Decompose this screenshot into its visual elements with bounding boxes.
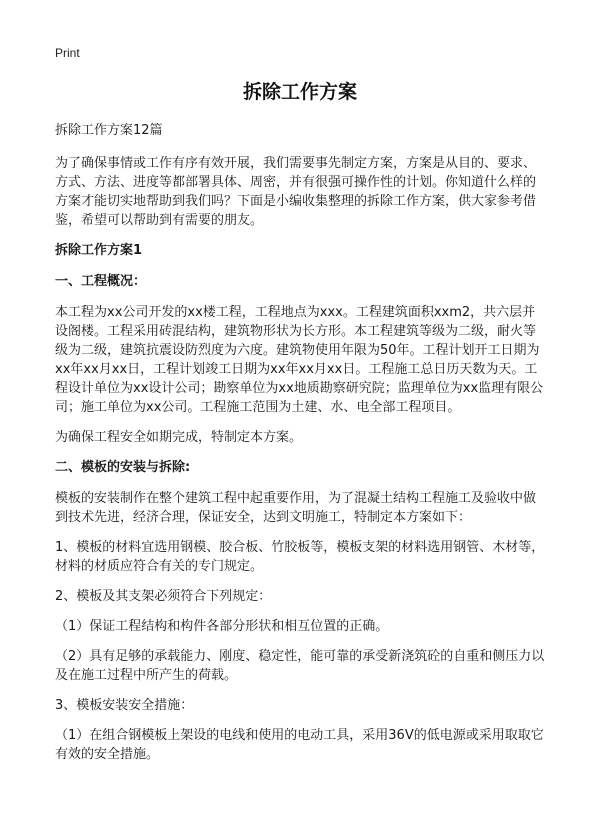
document-body (55, 121, 547, 775)
part2-paragraph: 模板的安装制作在整个建筑工程中起重要作用，为了混凝土结构工程施工及验收中做到技术先进，经济合理，保证安全，达到文明施工，特制定本方案如下： (55, 491, 537, 525)
list-item: （2）具有足够的承载能力、刚度、稳定性，能可靠的承受新浇筑砼的自重和侧压力以及在施工过程中所产生的荷载。 (55, 649, 545, 683)
print-label: Print (55, 46, 80, 60)
document-title: 拆除工作方案 (242, 81, 357, 103)
part2-heading: 二、模板的安装与拆除: (55, 460, 191, 475)
section-title: 拆除工作方案1 (55, 243, 143, 258)
list-item: 1、模板的材料宜选用钢模、胶合板、竹胶板等，模板支架的材料选用钢管、木材等，材料的材质应符合有关的专门规定。 (55, 540, 545, 574)
intro-paragraph: 为了确保事情或工作有序有效开展，我们需要事先制定方案，方案是从目的、要求、方式、方法、进度等都部署具体、周密，并有很强可操作性的计划。你知道什么样的方案才能切实地帮助到我们吗？下面是小编收集整理的拆除工作方案，供大家参考借鉴，希望可以帮助到有需要的朋友。 (55, 156, 537, 228)
list-item: 2、模板及其支架必须符合下列规定： (55, 589, 272, 604)
list-item: （1）保证工程结构和构件各部分形状和相互位置的正确。 (55, 619, 389, 634)
document-subtitle: 拆除工作方案12篇 (55, 123, 163, 138)
part1-paragraph: 本工程为xx公司开发的xx楼工程，工程地点为xxx。工程建筑面积xxm2，共六层并设阁楼。工程采用砖混结构，建筑物形状为长方形。本工程建筑等级为二级，耐火等级为二级，建筑抗震设防烈度为六度。建筑物使用年限为50年。工程计划开工日期为xx年xx月xx日，工程计划竣工日期为xx年xx月xx日。工程施工总日历天数为天。工程设计单位为xx设计公司；勘察单位为xx地质勘察研究院；监理单位为xx监理有限公司；施工单位为xx公司。工程施工范围为土建、水、电全部工程项目。 (55, 305, 544, 415)
part1-note: 为确保工程安全如期完成，特制定本方案。 (55, 430, 303, 445)
list-item: （1）在组合钢模板上架设的电线和使用的电动工具，采用36V的低电源或采用取取它有效的安全措施。 (55, 728, 544, 762)
list-item: 3、模板安装安全措施： (55, 698, 194, 713)
part1-heading: 一、工程概况： (55, 274, 147, 289)
